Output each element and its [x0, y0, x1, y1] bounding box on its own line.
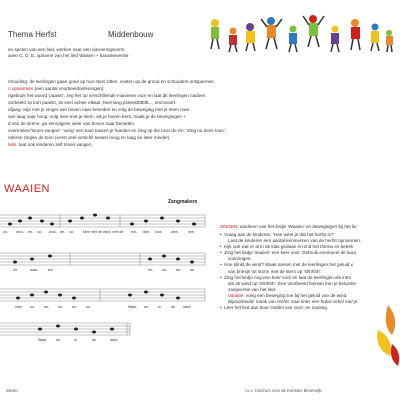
warmup-line-2 [8, 86, 105, 92]
footer-right: i.o.v. Centrum voor de Kunsten Beverwijk. [245, 388, 323, 393]
autumn-leaves-decoration [368, 300, 400, 370]
lyric: oo- [162, 268, 168, 272]
warmup-line-4: oorbeeld 3x kort paasst, 3x snel achter elkaar, heel lang psssssttttttttt..., enzovoort. [8, 100, 177, 105]
zangmakers-label: Zangmakers [168, 199, 198, 205]
figure-10 [386, 30, 393, 52]
warmup-heading-note: (een aantal voorbeeldoefeningen): [33, 86, 105, 91]
lyric: ien [48, 268, 53, 272]
list-item: • Zing het liedje nog een keer voor en laat de leerlingen als intro [220, 274, 352, 280]
footer-left: Weser [6, 388, 19, 393]
lyric: zee. [188, 230, 195, 234]
lyric: ee- [176, 268, 182, 272]
warmup-line-8: overmelen/'tonen vangen': 'vang' een toon tussen je handen en zing op die toon de zin: 'Zing nu deze toon', [8, 128, 227, 133]
zingen-list [220, 232, 361, 311]
lyric: ee- [148, 268, 154, 272]
staff-4 [0, 323, 130, 335]
lyric: en [144, 305, 148, 309]
list-item-text: Hoe klinkt de wind? Maak samen met de leerlingen het geluid v [224, 262, 353, 268]
list-item: zangversie van het lied. [228, 286, 277, 292]
warmup-line-6: van laag naar hoog: volg mee met je stem, als je boven bent, maak je de bewegingen + [8, 114, 186, 119]
figure-3 [246, 23, 255, 51]
intro-line-1: en spelen van een lied, werken naar een uitvoeringsvorm [8, 47, 125, 52]
leaf-yellow [377, 330, 391, 356]
lyric: in [158, 305, 161, 309]
lyric: en [56, 338, 60, 342]
lyric: ee- [72, 305, 78, 309]
figure-8 [351, 19, 360, 50]
list-item-text: Leer het lied aan door middel van voor- en nazang. [224, 305, 329, 311]
list-item-text: Zing het liedje nog een keer voor en laat de leerlingen als intro [224, 274, 352, 280]
staff-3 [0, 289, 205, 301]
leaf-orange [386, 305, 395, 335]
list-item: • Leer het lied aan door middel van voor- en nazang. [220, 305, 329, 311]
lyric: de [171, 305, 175, 309]
lyric: oo. [69, 230, 74, 234]
lyric: dee- [143, 230, 151, 234]
lyric: oo [190, 268, 194, 272]
intro-line-2: aven C, D, E, opname van het lied Waaien + karaokeversie [8, 53, 129, 58]
list-item: als de wind op 'shhhhh'. Een voorbeeld hiervan kun je beluister [228, 280, 357, 286]
lyric: wee- [171, 230, 179, 234]
lyric: zo, [3, 230, 8, 234]
lyric: oo- [30, 305, 36, 309]
lyric: Waai- [38, 338, 48, 342]
figure-6 [303, 15, 324, 47]
list-item: van briesje tot storm met de stem op 'shhhhh'. [228, 268, 322, 274]
warmup-line-10 [8, 142, 93, 148]
lyric: ee- [44, 305, 50, 309]
list-item: • Hoe klinkt de wind? Maak samen met de leerlingen het geluid v [220, 262, 353, 268]
warmup-line-5: ofjaag: wijs met je vinger van boven naar beneden en volg de beweging met je stem mee. [8, 107, 191, 112]
warmup-heading: n opwarmen [8, 86, 34, 91]
lyric: loos [155, 230, 162, 234]
figure-7 [331, 26, 339, 53]
lyric: wind. [110, 338, 119, 342]
zingen-heading: ZINGEN [220, 224, 238, 229]
warmup-line-3: ngebruik het woord 'paasst', zeg het op verschillende manieren voor en laat dit leerlingen nadoen. [8, 93, 207, 98]
lyric: oo- [58, 305, 64, 309]
lyric: Ze [13, 268, 18, 272]
staff-1 [0, 214, 205, 228]
variation-label: latie [8, 142, 17, 147]
group-label: Middenbouw [108, 30, 154, 39]
lyric: oo [86, 305, 90, 309]
children-illustration [205, 5, 395, 55]
figure-5 [289, 26, 297, 53]
staff-2 [0, 253, 205, 265]
lyric: de [92, 338, 96, 342]
lyric: woo- [49, 230, 57, 234]
list-item: Laat de kinderen een aantal kenmerken van de herfst opnoemen. [228, 238, 362, 244]
variatie-text: : voeg een beweging toe bij het geluid van de wind. [243, 292, 348, 298]
list-item-text: Zing het liedje 'waaien' een keer voor. Gebruik eventueel de kara [224, 250, 356, 256]
warmup-line-9: nderen zingen de toon (eerst veel verschil tussen hoog en laag en later minder). [8, 135, 171, 140]
warmup-line-1: nhouding: de leerlingen gaan goed op hun stoel zitten, voeten op de grond en schouders ontspannen. [8, 79, 215, 84]
list-item: voorzingen. [228, 256, 252, 262]
figure-2 [229, 28, 237, 53]
sheet-music [0, 205, 206, 355]
zingen-intro: : aanleren van het liedje 'Waaien' en bewegingen bij het lie [237, 224, 357, 229]
leaf-red [391, 344, 399, 366]
lyric: ein- [131, 230, 137, 234]
theme-title: Thema Herfst [8, 30, 57, 39]
list-item: • Kijk ook wat er al in de klas gedaan is rond het thema en betrek [220, 244, 354, 250]
lyric: ee- [28, 230, 34, 234]
lyric: waa- [30, 268, 38, 272]
figure-1 [211, 19, 219, 49]
variatie-label: Variatie [228, 292, 244, 298]
lyric: woo- [16, 230, 24, 234]
list-item: • Zing het liedje 'waaien' een keer voor. Gebruik eventueel de kara [220, 250, 356, 256]
lyric: oo, [37, 230, 42, 234]
figure-4 [261, 17, 282, 49]
song-title: WAAIEN [4, 183, 50, 195]
figure-9 [371, 24, 379, 52]
list-item: • Vraag aan de kinderen: 'Hoe weet je dat het herfst is?' [220, 232, 335, 237]
lyric: wind. [183, 305, 192, 309]
lyric: Mee met de wind, met de [83, 230, 124, 234]
list-item-text: Vraag aan de kinderen: 'Hoe weet je dat het herfst is?' [224, 232, 335, 237]
zingen-heading-line [220, 224, 357, 230]
warmup-line-7: d van de sirene, ga vervolgens weer van boven naar beneden. [8, 121, 136, 126]
lyric: Waai- [128, 305, 138, 309]
list-item-text: Kijk ook wat er al in de klas gedaan is rond het thema en betrek [224, 244, 354, 250]
list-item: Bijvoorbeeld: maak van rechts naar links een halve cirkel met je [228, 299, 358, 305]
variation-text: : laat ook kinderen zelf tonen vangen. [16, 142, 93, 147]
lyric: in [74, 338, 77, 342]
lyric: wee- [15, 305, 23, 309]
lyric: ee- [60, 230, 66, 234]
